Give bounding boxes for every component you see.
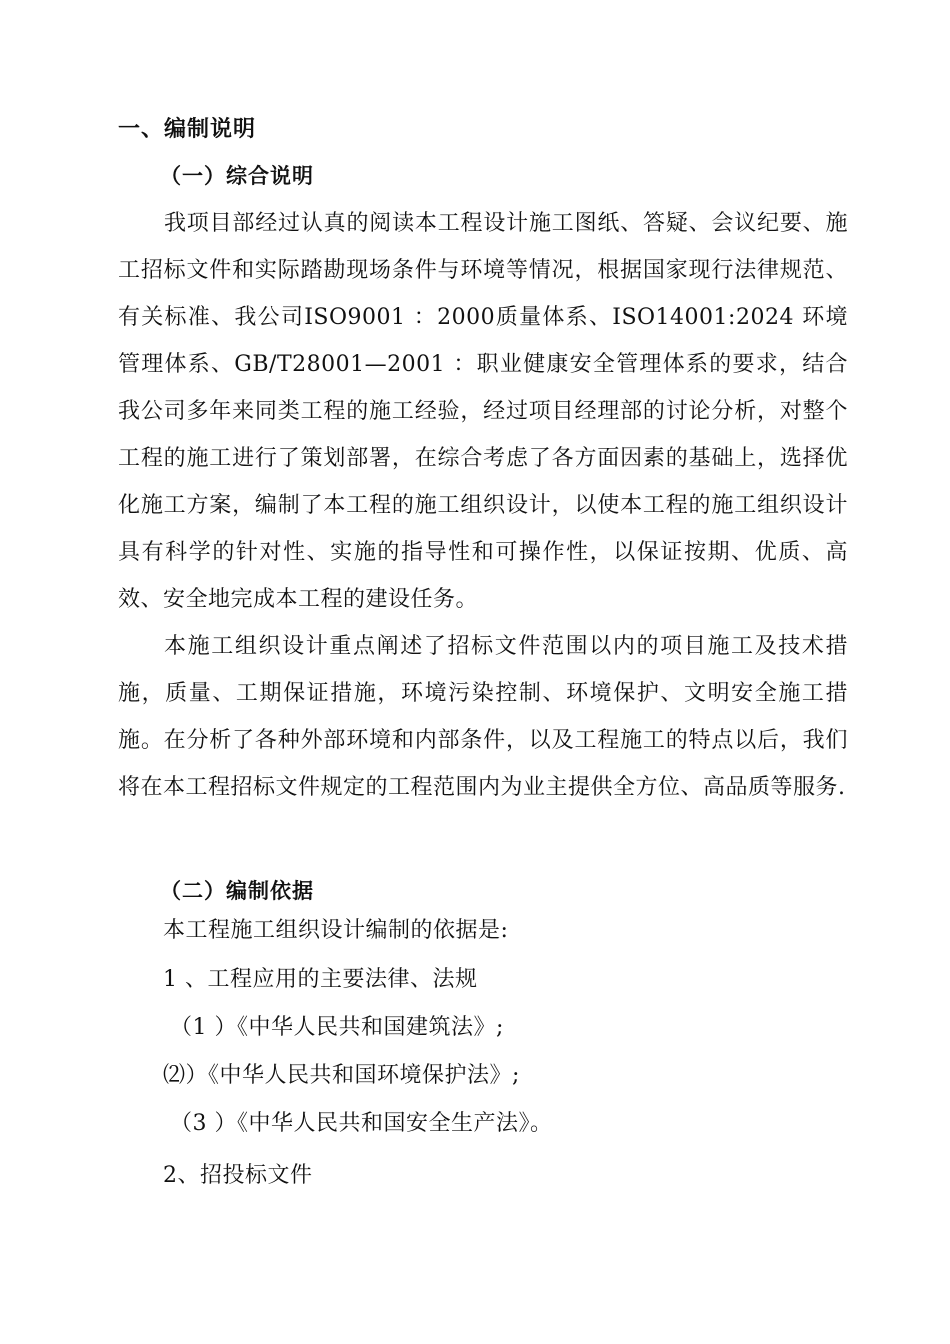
overview-paragraph-2: 本施工组织设计重点阐述了招标文件范围以内的项目施工及技术措施，质量、工期保证措施，环境污染控制、环境保护、文明安全施工措施。在分析了各种外部环境和内部条件，以及工程施工的特点以后，我们将在本工程招标文件规定的工程范围内为业主提供全方位、高品质等服务. xyxy=(118,634,848,800)
basis-item-1: 1 、工程应用的主要法律、法规 xyxy=(163,967,478,992)
section-heading: 一、编制说明 xyxy=(118,117,257,142)
basis-item-1-a: （1 ）《中华人民共和国建筑法》; xyxy=(170,1015,504,1040)
basis-intro: 本工程施工组织设计编制的依据是: xyxy=(163,918,509,943)
overview-paragraph-1: 我项目部经过认真的阅读本工程设计施工图纸、答疑、会议纪要、施工招标文件和实际踏勘现场条件与环境等情况，根据国家现行法律规范、有关标准、我公司ISO9001 ：2000质量体系、ISO14001:2024 环境管理体系、GB/T28001—2001 ：职业健康安全管理体系的要求，结合我公司多年来同类工程的施工经验，经过项目经理部的讨论分析，对整个工程的施工进行了策划部署，在综合考虑了各方面因素的基础上，选择优化施工方案，编制了本工程的施工组织设计，以使本工程的施工组织设计具有科学的针对性、实施的指导性和可操作性，以保证按期、优质、高效、安全地完成本工程的建设任务。 xyxy=(118,211,848,612)
basis-item-2: 2、招投标文件 xyxy=(163,1163,313,1188)
subsection-heading-basis: （二）编制依据 xyxy=(160,879,314,903)
basis-item-1-b: ⑵）《中华人民共和国环境保护法》; xyxy=(163,1063,520,1088)
basis-item-1-c: （3 ）《中华人民共和国安全生产法》。 xyxy=(170,1111,553,1136)
subsection-heading-overview: （一）综合说明 xyxy=(160,164,314,188)
